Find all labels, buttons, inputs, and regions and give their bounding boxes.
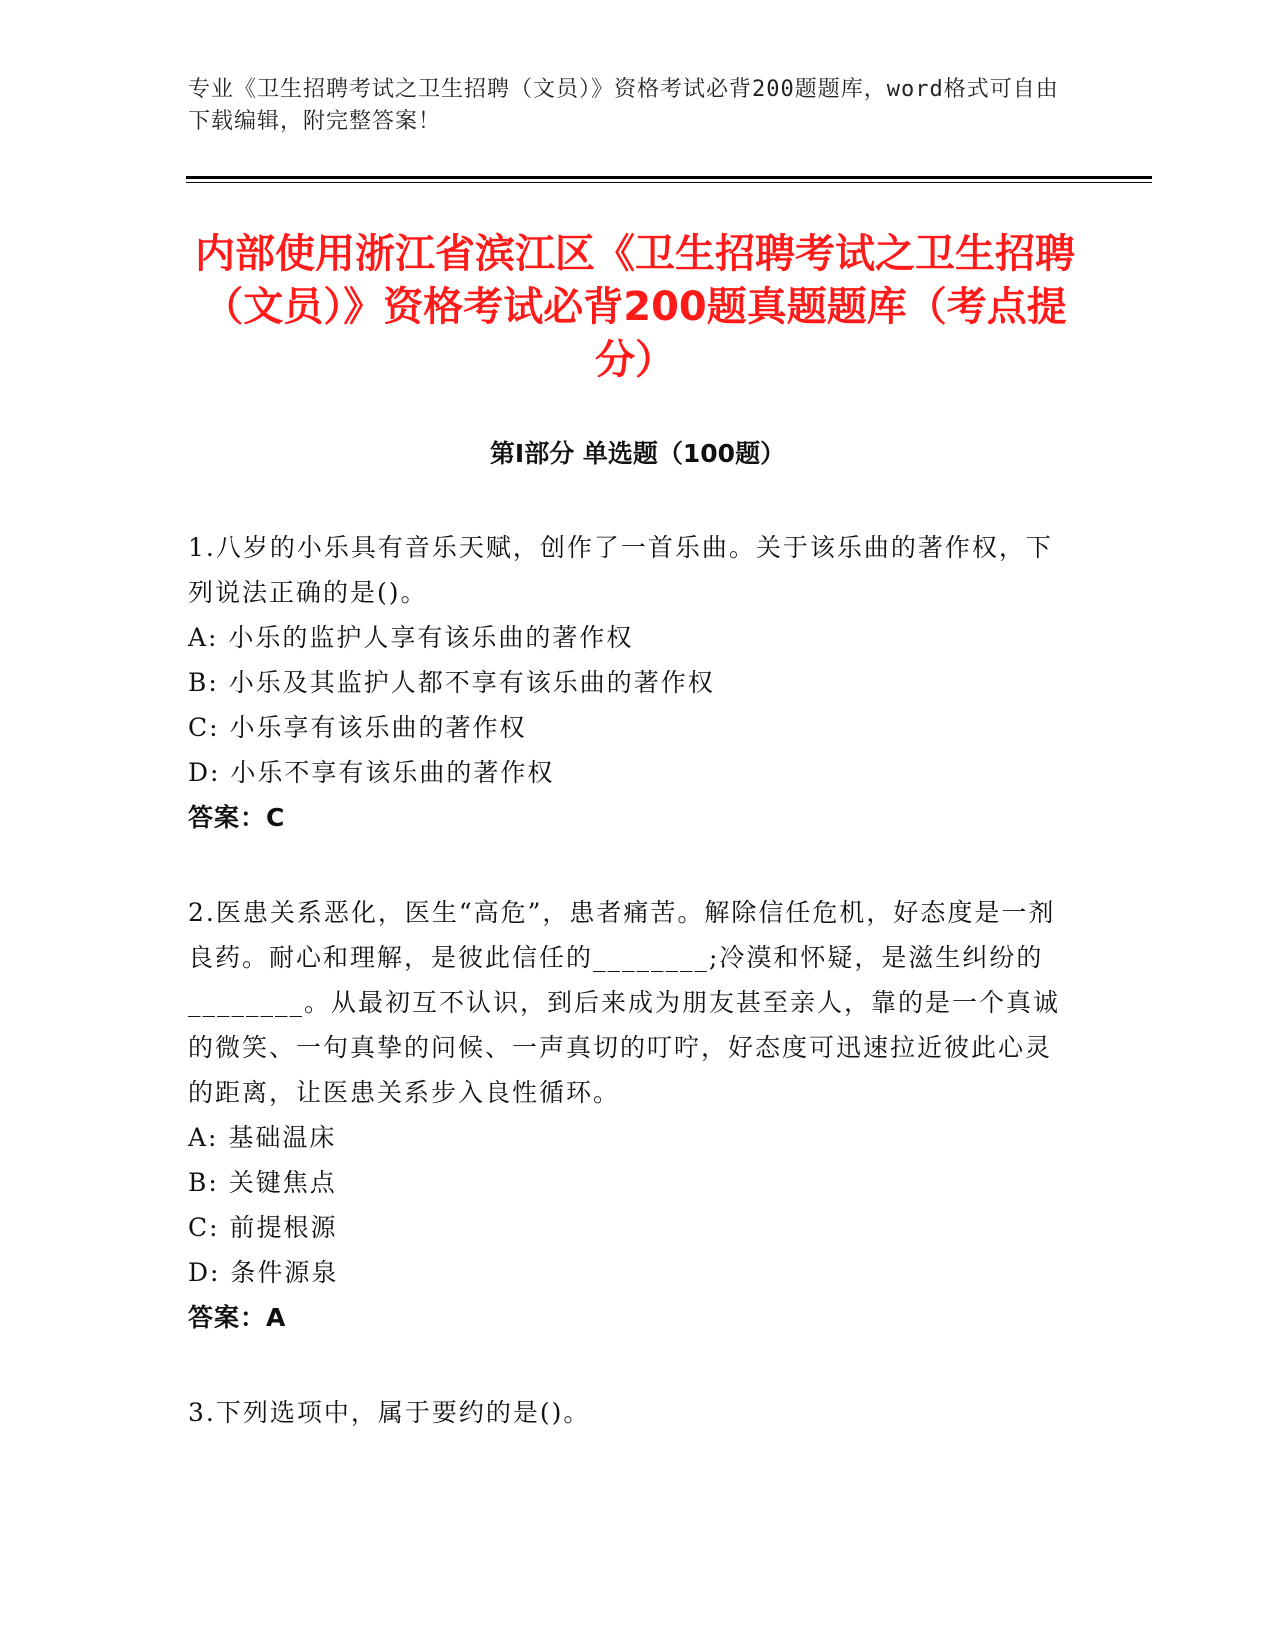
option-d: D: 条件源泉: [188, 1258, 339, 1287]
question-2: [188, 890, 1078, 1340]
document-title: 内部使用浙江省滨江区《卫生招聘考试之卫生招聘（文员）》资格考试必背200题真题题库（考点提分）: [195, 231, 1075, 383]
option-c: C: 前提根源: [188, 1213, 338, 1242]
section-title: 第Ⅰ部分 单选题（100题）: [489, 439, 786, 468]
option-a: A: 小乐的监护人享有该乐曲的著作权: [188, 623, 634, 652]
answer-label: 答案：C: [188, 803, 286, 832]
header-note: 专业《卫生招聘考试之卫生招聘（文员）》资格考试必背200题题库，word格式可自由下载编辑，附完整答案！: [188, 77, 1059, 134]
header-rule-thin: [186, 182, 1152, 183]
option-a: A: 基础温床: [188, 1123, 337, 1152]
option-b: B: 关键焦点: [188, 1168, 337, 1197]
option-d: D: 小乐不享有该乐曲的著作权: [188, 758, 555, 787]
question-stem: 1.八岁的小乐具有音乐天赋，创作了一首乐曲。关于该乐曲的著作权，下列说法正确的是()。: [188, 533, 1053, 607]
question-1: [188, 525, 1078, 840]
question-stem: 2.医患关系恶化，医生“高危”，患者痛苦。解除信任危机，好态度是一剂良药。耐心和理解，是彼此信任的________;冷漠和怀疑，是滋生纠纷的________。从最初互不认识，到后来成为朋友甚至亲人，靠的是一个真诚的微笑、一句真挚的问候、一声真切的叮咛，好态度可迅速拉近彼此心灵的距离，让医患关系步入良性循环。: [188, 898, 1061, 1107]
option-c: C: 小乐享有该乐曲的著作权: [188, 713, 527, 742]
question-stem: 3.下列选项中，属于要约的是()。: [188, 1398, 591, 1427]
header-rule-thick: [186, 176, 1152, 179]
question-3: [188, 1390, 1078, 1435]
answer-label: 答案：A: [188, 1303, 287, 1332]
option-b: B: 小乐及其监护人都不享有该乐曲的著作权: [188, 668, 715, 697]
